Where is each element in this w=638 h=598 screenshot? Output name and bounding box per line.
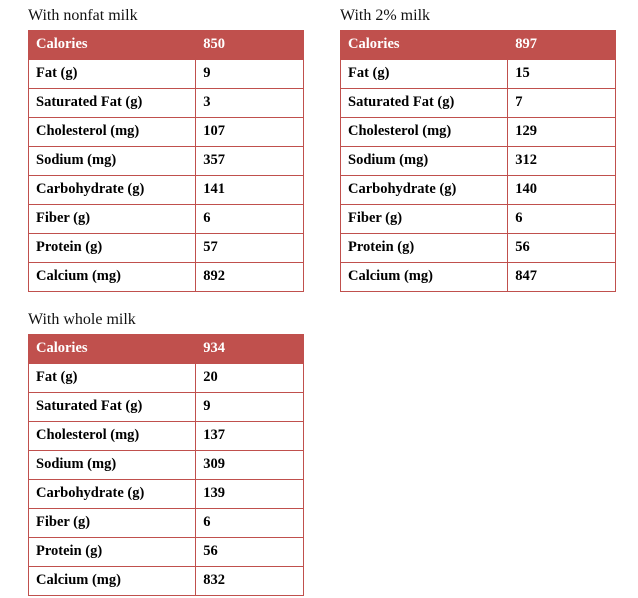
nutrient-label: Saturated Fat (g) (341, 89, 508, 118)
nutrient-label: Calcium (mg) (29, 263, 196, 292)
table-row (341, 118, 616, 147)
nutrient-value: 56 (196, 538, 304, 567)
nutrient-label: Fiber (g) (341, 205, 508, 234)
nutrient-label: Sodium (mg) (341, 147, 508, 176)
nutrient-value: 9 (196, 393, 304, 422)
nutrition-panel-whole-milk (28, 310, 304, 596)
nutrient-value: 312 (508, 147, 616, 176)
nutrient-label: Calories (341, 31, 508, 60)
nutrient-value: 850 (196, 31, 304, 60)
nutrient-label: Protein (g) (29, 234, 196, 263)
table-row (29, 118, 304, 147)
nutrition-panel-2-percent-milk (340, 6, 616, 292)
nutrient-value: 6 (508, 205, 616, 234)
nutrient-value: 140 (508, 176, 616, 205)
table-row (341, 147, 616, 176)
nutrient-label: Protein (g) (341, 234, 508, 263)
nutrient-value: 847 (508, 263, 616, 292)
table-row (29, 509, 304, 538)
nutrient-value: 7 (508, 89, 616, 118)
nutrition-table (28, 30, 304, 292)
nutrient-value: 129 (508, 118, 616, 147)
table-row (341, 89, 616, 118)
nutrient-label: Calories (29, 335, 196, 364)
nutrient-value: 6 (196, 205, 304, 234)
table-row (341, 205, 616, 234)
nutrient-label: Carbohydrate (g) (29, 480, 196, 509)
table-row (29, 538, 304, 567)
nutrient-value: 6 (196, 509, 304, 538)
table-row (341, 60, 616, 89)
nutrient-label: Fat (g) (341, 60, 508, 89)
table-row (29, 60, 304, 89)
nutrient-value: 139 (196, 480, 304, 509)
nutrient-label: Fiber (g) (29, 205, 196, 234)
table-row (341, 176, 616, 205)
nutrient-label: Sodium (mg) (29, 147, 196, 176)
nutrient-value: 107 (196, 118, 304, 147)
nutrition-table (28, 334, 304, 596)
nutrient-label: Cholesterol (mg) (29, 118, 196, 147)
table-row (29, 422, 304, 451)
nutrient-label: Fat (g) (29, 364, 196, 393)
panel-title: With whole milk (28, 311, 136, 328)
table-row (341, 31, 616, 60)
table-row (341, 234, 616, 263)
nutrient-value: 309 (196, 451, 304, 480)
table-row (29, 364, 304, 393)
table-row (29, 393, 304, 422)
nutrition-table (340, 30, 616, 292)
table-row (29, 205, 304, 234)
nutrient-value: 9 (196, 60, 304, 89)
nutrient-label: Saturated Fat (g) (29, 393, 196, 422)
table-row (29, 31, 304, 60)
table-row (29, 176, 304, 205)
nutrient-value: 15 (508, 60, 616, 89)
nutrient-label: Calories (29, 31, 196, 60)
panel-title: With nonfat milk (28, 7, 138, 24)
nutrient-label: Protein (g) (29, 538, 196, 567)
table-row (29, 480, 304, 509)
nutrient-label: Cholesterol (mg) (341, 118, 508, 147)
nutrient-label: Saturated Fat (g) (29, 89, 196, 118)
table-row (29, 89, 304, 118)
nutrient-value: 897 (508, 31, 616, 60)
nutrient-value: 934 (196, 335, 304, 364)
nutrient-label: Calcium (mg) (341, 263, 508, 292)
table-row (29, 451, 304, 480)
table-row (29, 335, 304, 364)
nutrient-value: 892 (196, 263, 304, 292)
nutrient-label: Cholesterol (mg) (29, 422, 196, 451)
nutrient-label: Fiber (g) (29, 509, 196, 538)
nutrition-panel-nonfat-milk (28, 6, 304, 292)
nutrient-label: Fat (g) (29, 60, 196, 89)
nutrient-value: 56 (508, 234, 616, 263)
nutrient-label: Carbohydrate (g) (341, 176, 508, 205)
table-row (29, 263, 304, 292)
nutrient-value: 141 (196, 176, 304, 205)
nutrient-value: 137 (196, 422, 304, 451)
nutrient-label: Calcium (mg) (29, 567, 196, 596)
table-row (29, 147, 304, 176)
table-row (29, 567, 304, 596)
nutrient-value: 832 (196, 567, 304, 596)
nutrient-label: Sodium (mg) (29, 451, 196, 480)
nutrient-value: 3 (196, 89, 304, 118)
nutrient-value: 20 (196, 364, 304, 393)
nutrient-value: 57 (196, 234, 304, 263)
panel-title: With 2% milk (340, 7, 431, 24)
nutrient-label: Carbohydrate (g) (29, 176, 196, 205)
nutrition-table-body (29, 31, 304, 292)
table-row (29, 234, 304, 263)
nutrition-table-body (341, 31, 616, 292)
nutrition-table-body (29, 335, 304, 596)
table-row (341, 263, 616, 292)
nutrient-value: 357 (196, 147, 304, 176)
